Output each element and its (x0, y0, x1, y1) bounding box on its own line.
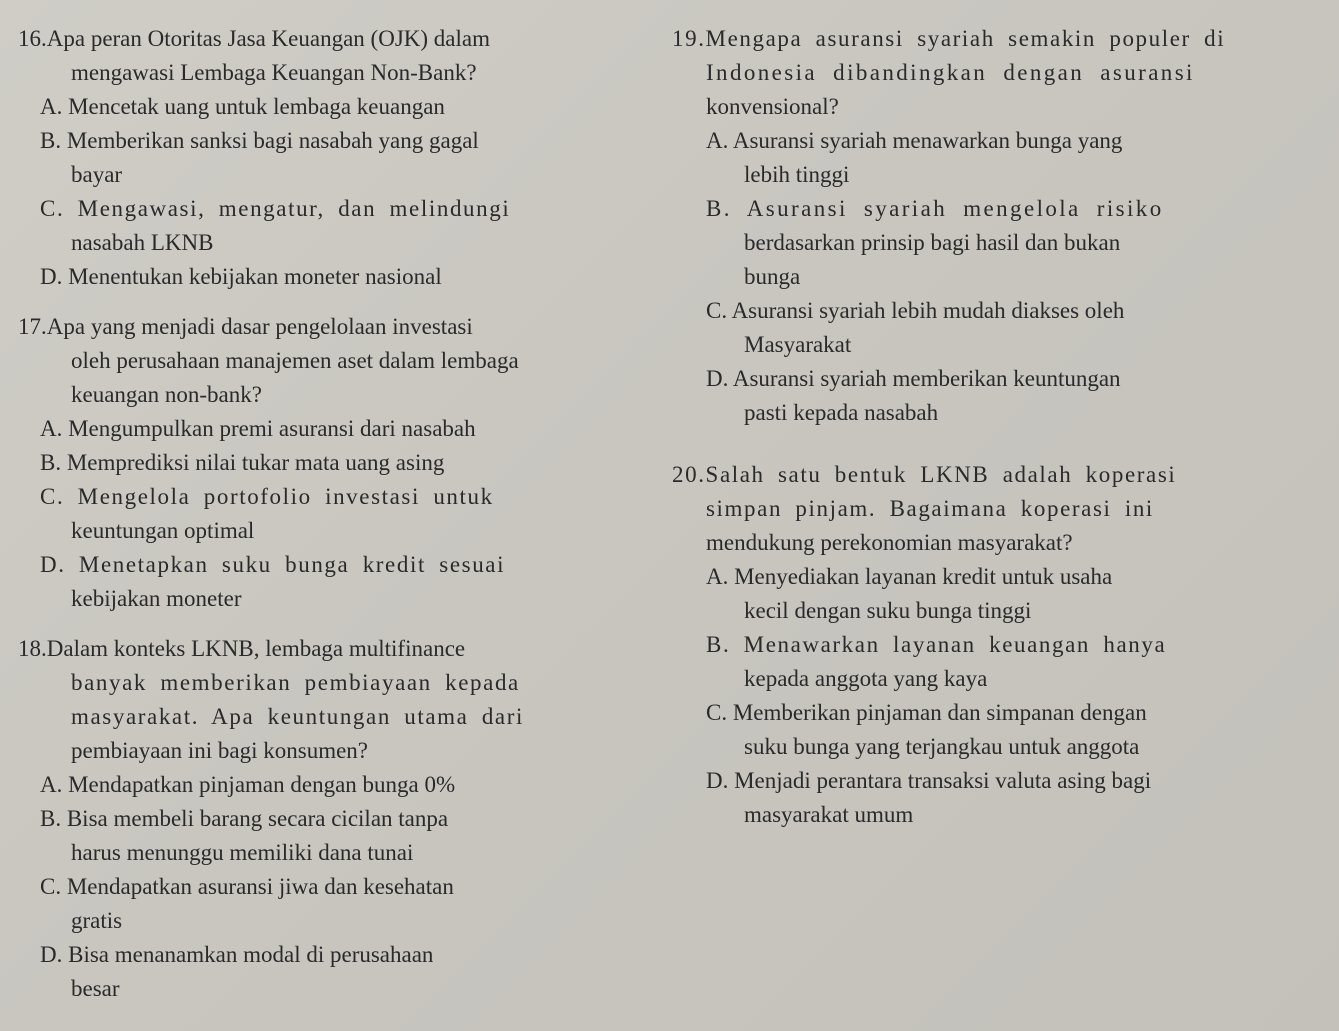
option-b: B. Memberikan sanksi bagi nasabah yang gagal (40, 128, 479, 153)
question-text: keuangan non-bank? (71, 382, 262, 407)
option-b: B. Bisa membeli barang secara cicilan tanpa (40, 806, 449, 831)
option-c: C. Asuransi syariah lebih mudah diakses oleh (706, 298, 1125, 323)
option-c-continued: gratis (71, 908, 123, 933)
question-20 (672, 458, 1272, 832)
option-d-continued: pasti kepada nasabah (744, 400, 939, 425)
option-d-continued: masyarakat umum (744, 802, 914, 827)
spacer (672, 430, 1272, 458)
question-text: konvensional? (706, 94, 839, 119)
option-d-continued: kebijakan moneter (71, 586, 242, 611)
option-a: A. Mendapatkan pinjaman dengan bunga 0% (40, 772, 456, 797)
option-c-continued: nasabah LKNB (71, 230, 214, 255)
option-a: A. Mengumpulkan premi asuransi dari nasabah (40, 416, 476, 441)
option-b-continued: bayar (71, 162, 123, 187)
option-d: D. Bisa menanamkan modal di perusahaan (40, 942, 434, 967)
left-column (18, 22, 608, 1006)
spacer (18, 294, 608, 310)
option-d: D. Menjadi perantara transaksi valuta asing bagi (706, 768, 1152, 793)
question-text: Indonesia dibandingkan dengan asuransi (706, 60, 1195, 85)
option-a: A. Mencetak uang untuk lembaga keuangan (40, 94, 445, 119)
question-text: 19.Mengapa asuransi syariah semakin populer di (672, 26, 1226, 51)
option-d-continued: besar (71, 976, 120, 1001)
question-18 (18, 632, 608, 1006)
question-text: masyarakat. Apa keuntungan utama dari (71, 704, 524, 729)
option-b: B. Asuransi syariah mengelola risiko (706, 196, 1164, 221)
option-b-continued: harus menunggu memiliki dana tunai (71, 840, 414, 865)
option-d: D. Menetapkan suku bunga kredit sesuai (40, 552, 506, 577)
option-b: B. Memprediksi nilai tukar mata uang asing (40, 450, 445, 475)
option-c-continued: suku bunga yang terjangkau untuk anggota (744, 734, 1140, 759)
option-a: A. Asuransi syariah menawarkan bunga yang (706, 128, 1123, 153)
question-text: oleh perusahaan manajemen aset dalam lembaga (71, 348, 519, 373)
option-c: C. Mendapatkan asuransi jiwa dan kesehatan (40, 874, 454, 899)
option-c: C. Mengelola portofolio investasi untuk (40, 484, 494, 509)
question-text: banyak memberikan pembiayaan kepada (71, 670, 520, 695)
question-text: 16.Apa peran Otoritas Jasa Keuangan (OJK) dalam (18, 26, 490, 51)
option-b-continued: kepada anggota yang kaya (744, 666, 988, 691)
option-c-continued: keuntungan optimal (71, 518, 255, 543)
option-a-continued: lebih tinggi (744, 162, 850, 187)
option-a-continued: kecil dengan suku bunga tinggi (744, 598, 1032, 623)
spacer (18, 616, 608, 632)
option-b: B. Menawarkan layanan keuangan hanya (706, 632, 1167, 657)
question-text: 20.Salah satu bentuk LKNB adalah koperasi (672, 462, 1177, 487)
option-c-continued: Masyarakat (744, 332, 852, 357)
question-text: pembiayaan ini bagi konsumen? (71, 738, 369, 763)
question-17 (18, 310, 608, 616)
option-c: C. Memberikan pinjaman dan simpanan dengan (706, 700, 1147, 725)
option-a: A. Menyediakan layanan kredit untuk usaha (706, 564, 1113, 589)
option-d: D. Asuransi syariah memberikan keuntungan (706, 366, 1121, 391)
option-d: D. Menentukan kebijakan moneter nasional (40, 264, 442, 289)
question-16 (18, 22, 608, 294)
option-b-continued: berdasarkan prinsip bagi hasil dan bukan (744, 230, 1121, 255)
question-text: mengawasi Lembaga Keuangan Non-Bank? (71, 60, 477, 85)
question-19 (672, 22, 1272, 430)
question-text: 18.Dalam konteks LKNB, lembaga multifinance (18, 636, 466, 661)
right-column (672, 22, 1272, 832)
question-text: 17.Apa yang menjadi dasar pengelolaan investasi (18, 314, 473, 339)
option-c: C. Mengawasi, mengatur, dan melindungi (40, 196, 511, 221)
question-text: simpan pinjam. Bagaimana koperasi ini (706, 496, 1154, 521)
question-text: mendukung perekonomian masyarakat? (706, 530, 1073, 555)
option-b-continued: bunga (744, 264, 801, 289)
